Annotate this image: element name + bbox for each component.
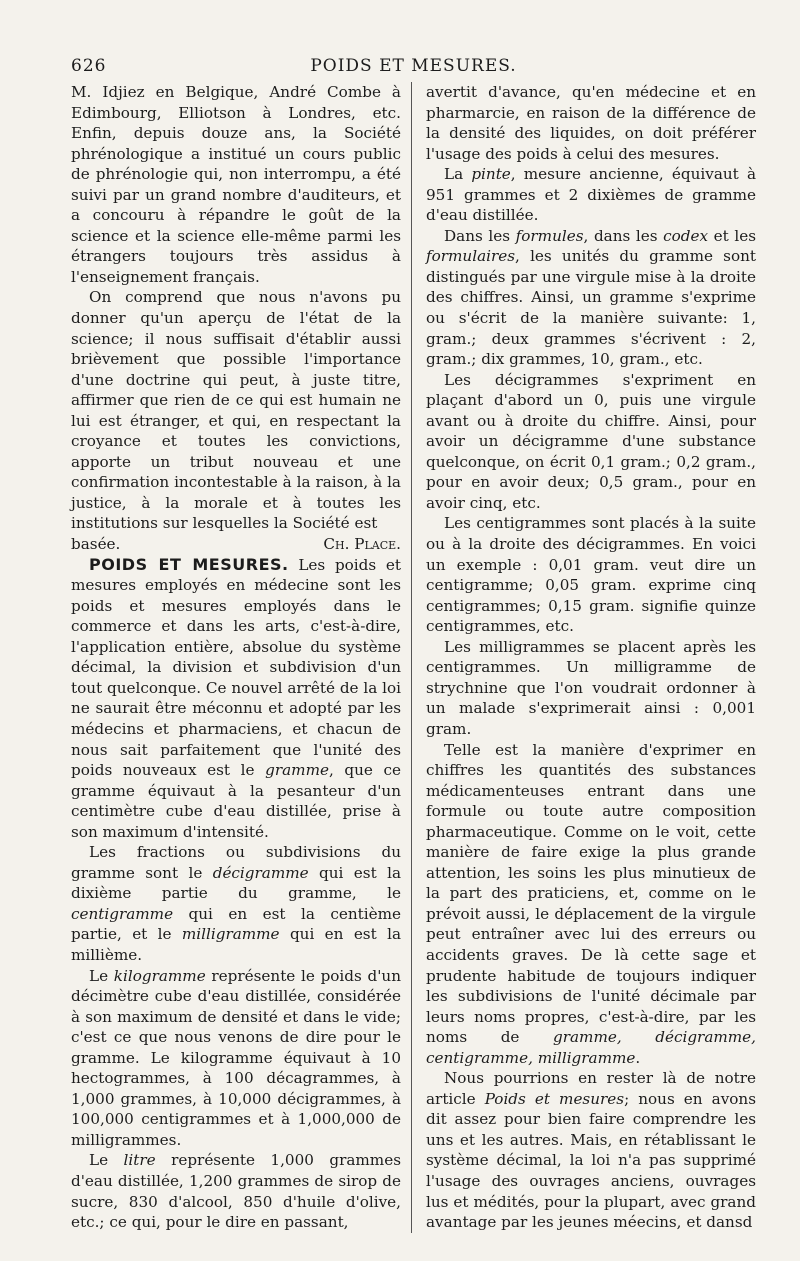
- paragraph: [426, 740, 756, 1069]
- paragraph-text: Nous pourrions en rester là de notre article: [426, 1069, 756, 1108]
- paragraph-text: On comprend que nous n'avons pu donner qu'un aperçu de l'état de la science; il nous suffisait d'établir aussi brièvement que possible l'importance d'une doctrine qui peut, à juste titre, affirmer que rien de ce qui est humain ne lui est étranger, et qui, en respectant la croyance et toutes les convictions, apporte un tribut nouveau et une confirmation incontestable à la raison, à la justice, à la morale et à toutes les institutions sur lesquelles la Société est: [71, 288, 401, 533]
- paragraph-text: Le: [89, 966, 114, 985]
- paragraph-text: Telle est la manière d'exprimer en chiffres les quantités des substances médicamenteuses entrant dans une formule ou toute autre composition pharmaceutique. Comme on le voit, cette manière de faire exige la plus grande attention, les soins les plus minutieux de la part des praticiens, et, comme on le prévoit aussi, le déplacement de la virgule peut entraîner avec lui des erreurs ou accidents graves. De là cette sage et prudente habitude de toujours indiquer les subdivisions de l'unité décimale par leurs noms propres, c'est-à-dire, par les noms de: [426, 740, 756, 1047]
- paragraph-text: Les poids et mesures employés en médecine sont les poids et mesures employés dans le commerce et dans les arts, c'est-à-dire, l'application entière, absolue du système décimal, la division et subdivision d'un tout quelconque. Ce nouvel arrêté de la loi ne saurait être méconnu et adopté par les médecins et pharmaciens, et chacun de nous sait parfaitement que l'unité des poids nouveaux est le: [71, 555, 401, 780]
- emphasis: kilogramme: [113, 966, 206, 985]
- paragraph-text: , dans les: [583, 226, 664, 245]
- emphasis: gramme: [265, 761, 329, 780]
- paragraph: [71, 842, 401, 965]
- paragraph-text: , que ce gramme équivaut à la pesanteur d'un centimètre cube d'eau distillée, prise à son maximum d'intensité.: [71, 761, 401, 841]
- paragraph: Les décigrammes s'expriment en plaçant d'abord un 0, puis une virgule avant ou à droite du chiffre. Ainsi, pour avoir un décigramme d'une substance quelconque, on écrit 0,1 gram.; 0,2 gram., pour en avoir deux; 0,5 gram., pour en avoir cinq, etc.: [426, 370, 756, 512]
- emphasis: formulaires: [426, 247, 516, 266]
- emphasis: centigramme: [71, 904, 174, 923]
- paragraph: [71, 287, 401, 534]
- left-column: [71, 82, 412, 1233]
- paragraph: avertit d'avance, qu'en médecine et en pharmarcie, en raison de la différence de la densité des liquides, on doit préférer l'usage des poids à celui des mesures.: [426, 83, 756, 163]
- paragraph: [426, 164, 756, 226]
- paragraph-text: La: [444, 165, 472, 184]
- paragraph-end: basée.: [71, 535, 121, 554]
- emphasis: gramme, décigramme, centigramme, milligramme: [426, 1028, 756, 1067]
- paragraph-text: .: [635, 1048, 641, 1067]
- paragraph-text: qui en est la centième partie, et le: [71, 904, 401, 944]
- paragraph: [426, 226, 756, 370]
- paragraph: Les milligrammes se placent après les centigrammes. Un milligramme de strychnine que l'on voudrait ordonner à un malade s'exprimerait ainsi : 0,001 gram.: [426, 637, 756, 738]
- running-title: POIDS ET MESURES.: [310, 56, 517, 76]
- emphasis: codex: [663, 226, 709, 245]
- paragraph-text: et les: [708, 226, 757, 245]
- paragraph: [71, 1150, 401, 1232]
- author-signature: Ch. Place.: [323, 535, 401, 554]
- emphasis: pinte: [471, 165, 511, 184]
- paragraph-text: Dans les: [444, 226, 516, 245]
- paragraph-text: représente 1,000 grammes d'eau distillée, 1,200 grammes de sirop de sucre, 830 d'alcool, 850 d'huile d'olive, etc.; ce qui, pour le dire en passant,: [71, 1151, 401, 1232]
- paragraph-text: Le: [89, 1151, 124, 1170]
- paragraph: [426, 1068, 756, 1232]
- entry-paragraph: [71, 555, 401, 843]
- right-column: [426, 82, 756, 1233]
- paragraph-text: ; nous en avons dit assez pour bien faire comprendre les uns et les autres. Mais, en rétablissant le système décimal, la loi n'a pas supprimé l'usage des ouvrages anciens, ouvrages lus et médités, pour la plupart, avec grand avantage par les jeunes méecins, et dansd: [426, 1089, 756, 1232]
- signature-line: [71, 534, 401, 555]
- emphasis: décigramme: [212, 863, 309, 882]
- text-columns: [71, 82, 756, 1233]
- emphasis: litre: [123, 1151, 156, 1170]
- paragraph-text: , mesure ancienne, équivaut à 951 grammes et 2 dixièmes de gramme d'eau distillée.: [426, 165, 757, 225]
- paragraph: [71, 966, 401, 1151]
- paragraph-text: représente le poids d'un décimètre cube d'eau distillée, considérée à son maximum de densité et dans le vide; c'est ce que nous venons de dire pour le gramme. Le kilogramme équivaut à 10 hectogrammes, à 100 décagrammes, à 1,000 grammes, à 10,000 décigrammes, à 100,000 centigrammes et à 1,000,000 de milligrammes.: [71, 966, 401, 1149]
- page-header: [71, 52, 756, 82]
- entry-heading: POIDS ET MESURES.: [89, 554, 289, 574]
- paragraph: M. Idjiez en Belgique, André Combe à Edimbourg, Elliotson à Londres, etc. Enfin, depuis douze ans, la Société phrénologique a institué un cours public de phrénologie qui, non interrompu, a été suivi par un grand nombre d'auditeurs, et a concouru à répandre le goût de la science et la science elle-même parmi les étrangers toujours très assidus à l'enseignement français.: [71, 83, 401, 286]
- emphasis: Poids et mesures: [484, 1089, 625, 1108]
- paragraph-text: , les unités du gramme sont distingués par une virgule mise à la droite des chiffres. Ainsi, un gramme s'exprime ou s'écrit de la manière suivante: 1, gram.; deux grammes s'écrivent : 2, gram.; dix grammes, 10, gram., etc.: [426, 247, 756, 369]
- paragraph-text: qui est la dixième partie du gramme, le: [71, 863, 401, 903]
- emphasis: milligramme: [181, 925, 280, 944]
- paragraph: Les centigrammes sont placés à la suite ou à la droite des décigrammes. En voici un exemple : 0,01 gram. veut dire un centigramme; 0,05 gram. exprime cinq centigrammes; 0,15 gram. signifie quinze centigrammes, etc.: [426, 514, 756, 636]
- page-number: 626: [71, 56, 107, 76]
- emphasis: formules: [515, 226, 584, 245]
- paragraph-text: Les fractions ou subdivisions du gramme sont le: [71, 843, 401, 882]
- paragraph-text: qui en est la millième.: [71, 925, 401, 964]
